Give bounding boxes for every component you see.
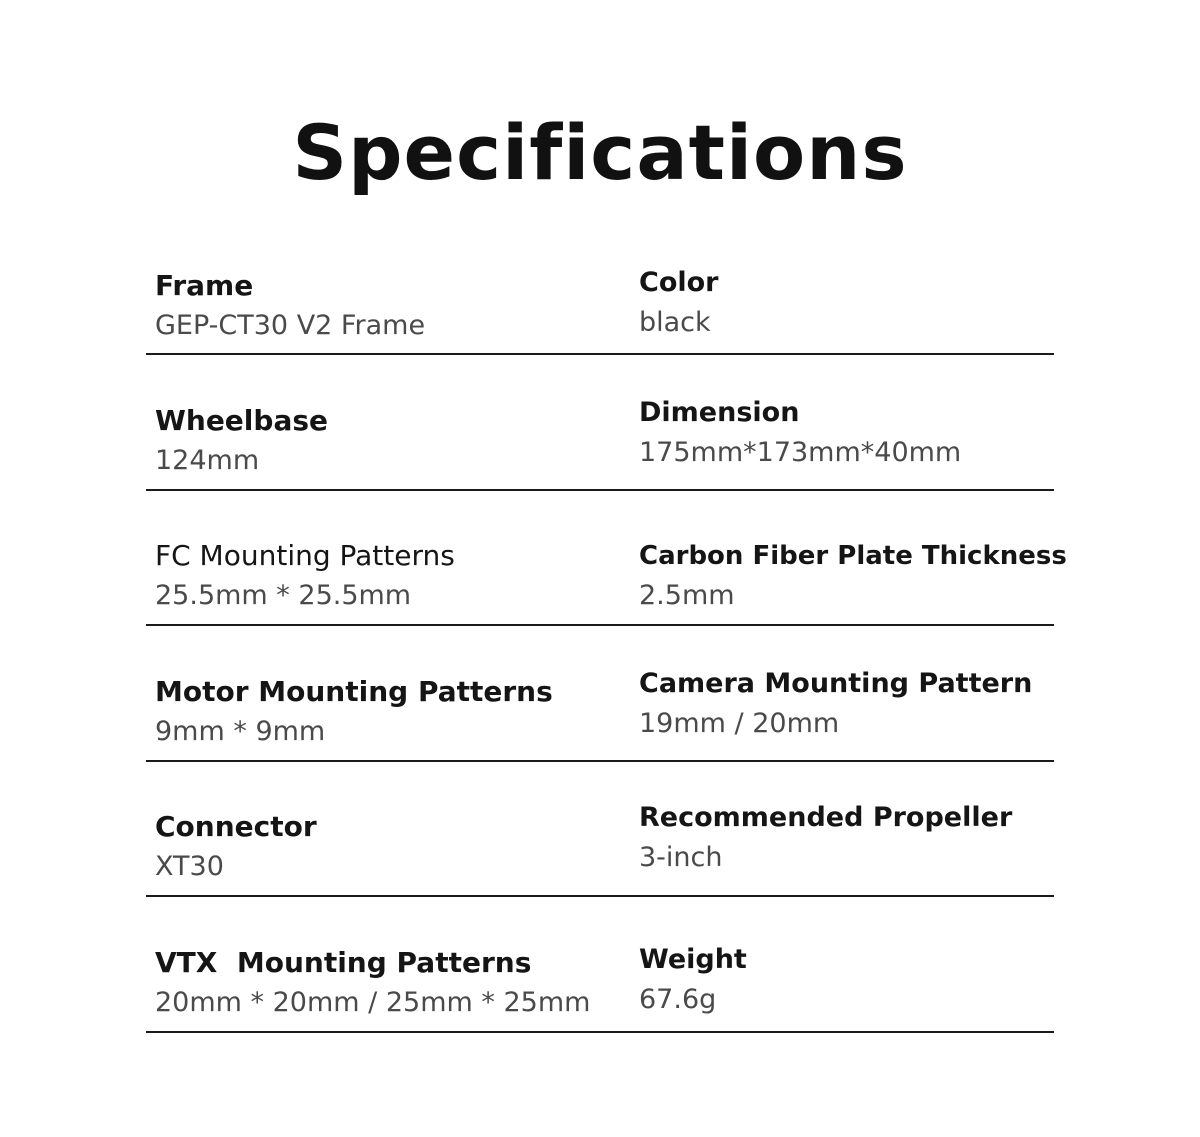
spec-label: Camera Mounting Pattern [639,668,1033,699]
spec-wheelbase [155,403,328,479]
spec-label: Weight [639,944,747,975]
spec-value: 2.5mm [639,580,735,611]
divider [146,1031,1054,1033]
spec-connector [155,809,317,885]
spec-label: Color [639,267,719,298]
spec-label: Carbon Fiber Plate Thickness [639,541,1067,571]
spec-label: Dimension [639,397,800,428]
spec-vtx-mounting [155,945,590,1021]
spec-value: 25.5mm * 25.5mm [155,580,412,611]
spec-value: 9mm * 9mm [155,716,326,747]
spec-label: Recommended Propeller [639,802,1013,833]
spec-value: 175mm*173mm*40mm [639,437,962,468]
spec-row-motor-camera [146,626,1054,762]
spec-value: GEP-CT30 V2 Frame [155,310,426,341]
spec-propeller [639,800,1012,876]
spec-label: VTX Mounting Patterns [155,946,532,979]
spec-label: Frame [155,269,254,302]
spec-row-wheelbase-dimension [146,355,1054,491]
spec-motor-mounting [155,674,553,750]
spec-row-vtx-weight [146,897,1054,1033]
spec-value: 67.6g [639,984,717,1015]
spec-camera-mounting [639,666,1032,742]
spec-label: FC Mounting Patterns [155,539,455,572]
spec-weight [639,942,747,1018]
spec-value: 20mm * 20mm / 25mm * 25mm [155,987,591,1018]
spec-value: XT30 [155,851,224,882]
spec-color [639,265,718,341]
spec-label: Wheelbase [155,404,328,437]
spec-row-frame-color [146,219,1054,355]
spec-value: 19mm / 20mm [639,708,840,739]
spec-fc-mounting [155,538,455,614]
spec-row-connector-propeller [146,761,1054,897]
spec-value: 124mm [155,445,260,476]
spec-carbon-thickness [639,538,1067,614]
page-title: Specifications [292,108,908,197]
spec-dimension [639,395,961,471]
spec-row-fc-carbon [146,490,1067,626]
spec-label: Motor Mounting Patterns [155,675,553,708]
spec-value: black [639,307,711,338]
spec-label: Connector [155,810,317,843]
spec-value: 3-inch [639,842,723,873]
spec-frame [155,268,425,344]
